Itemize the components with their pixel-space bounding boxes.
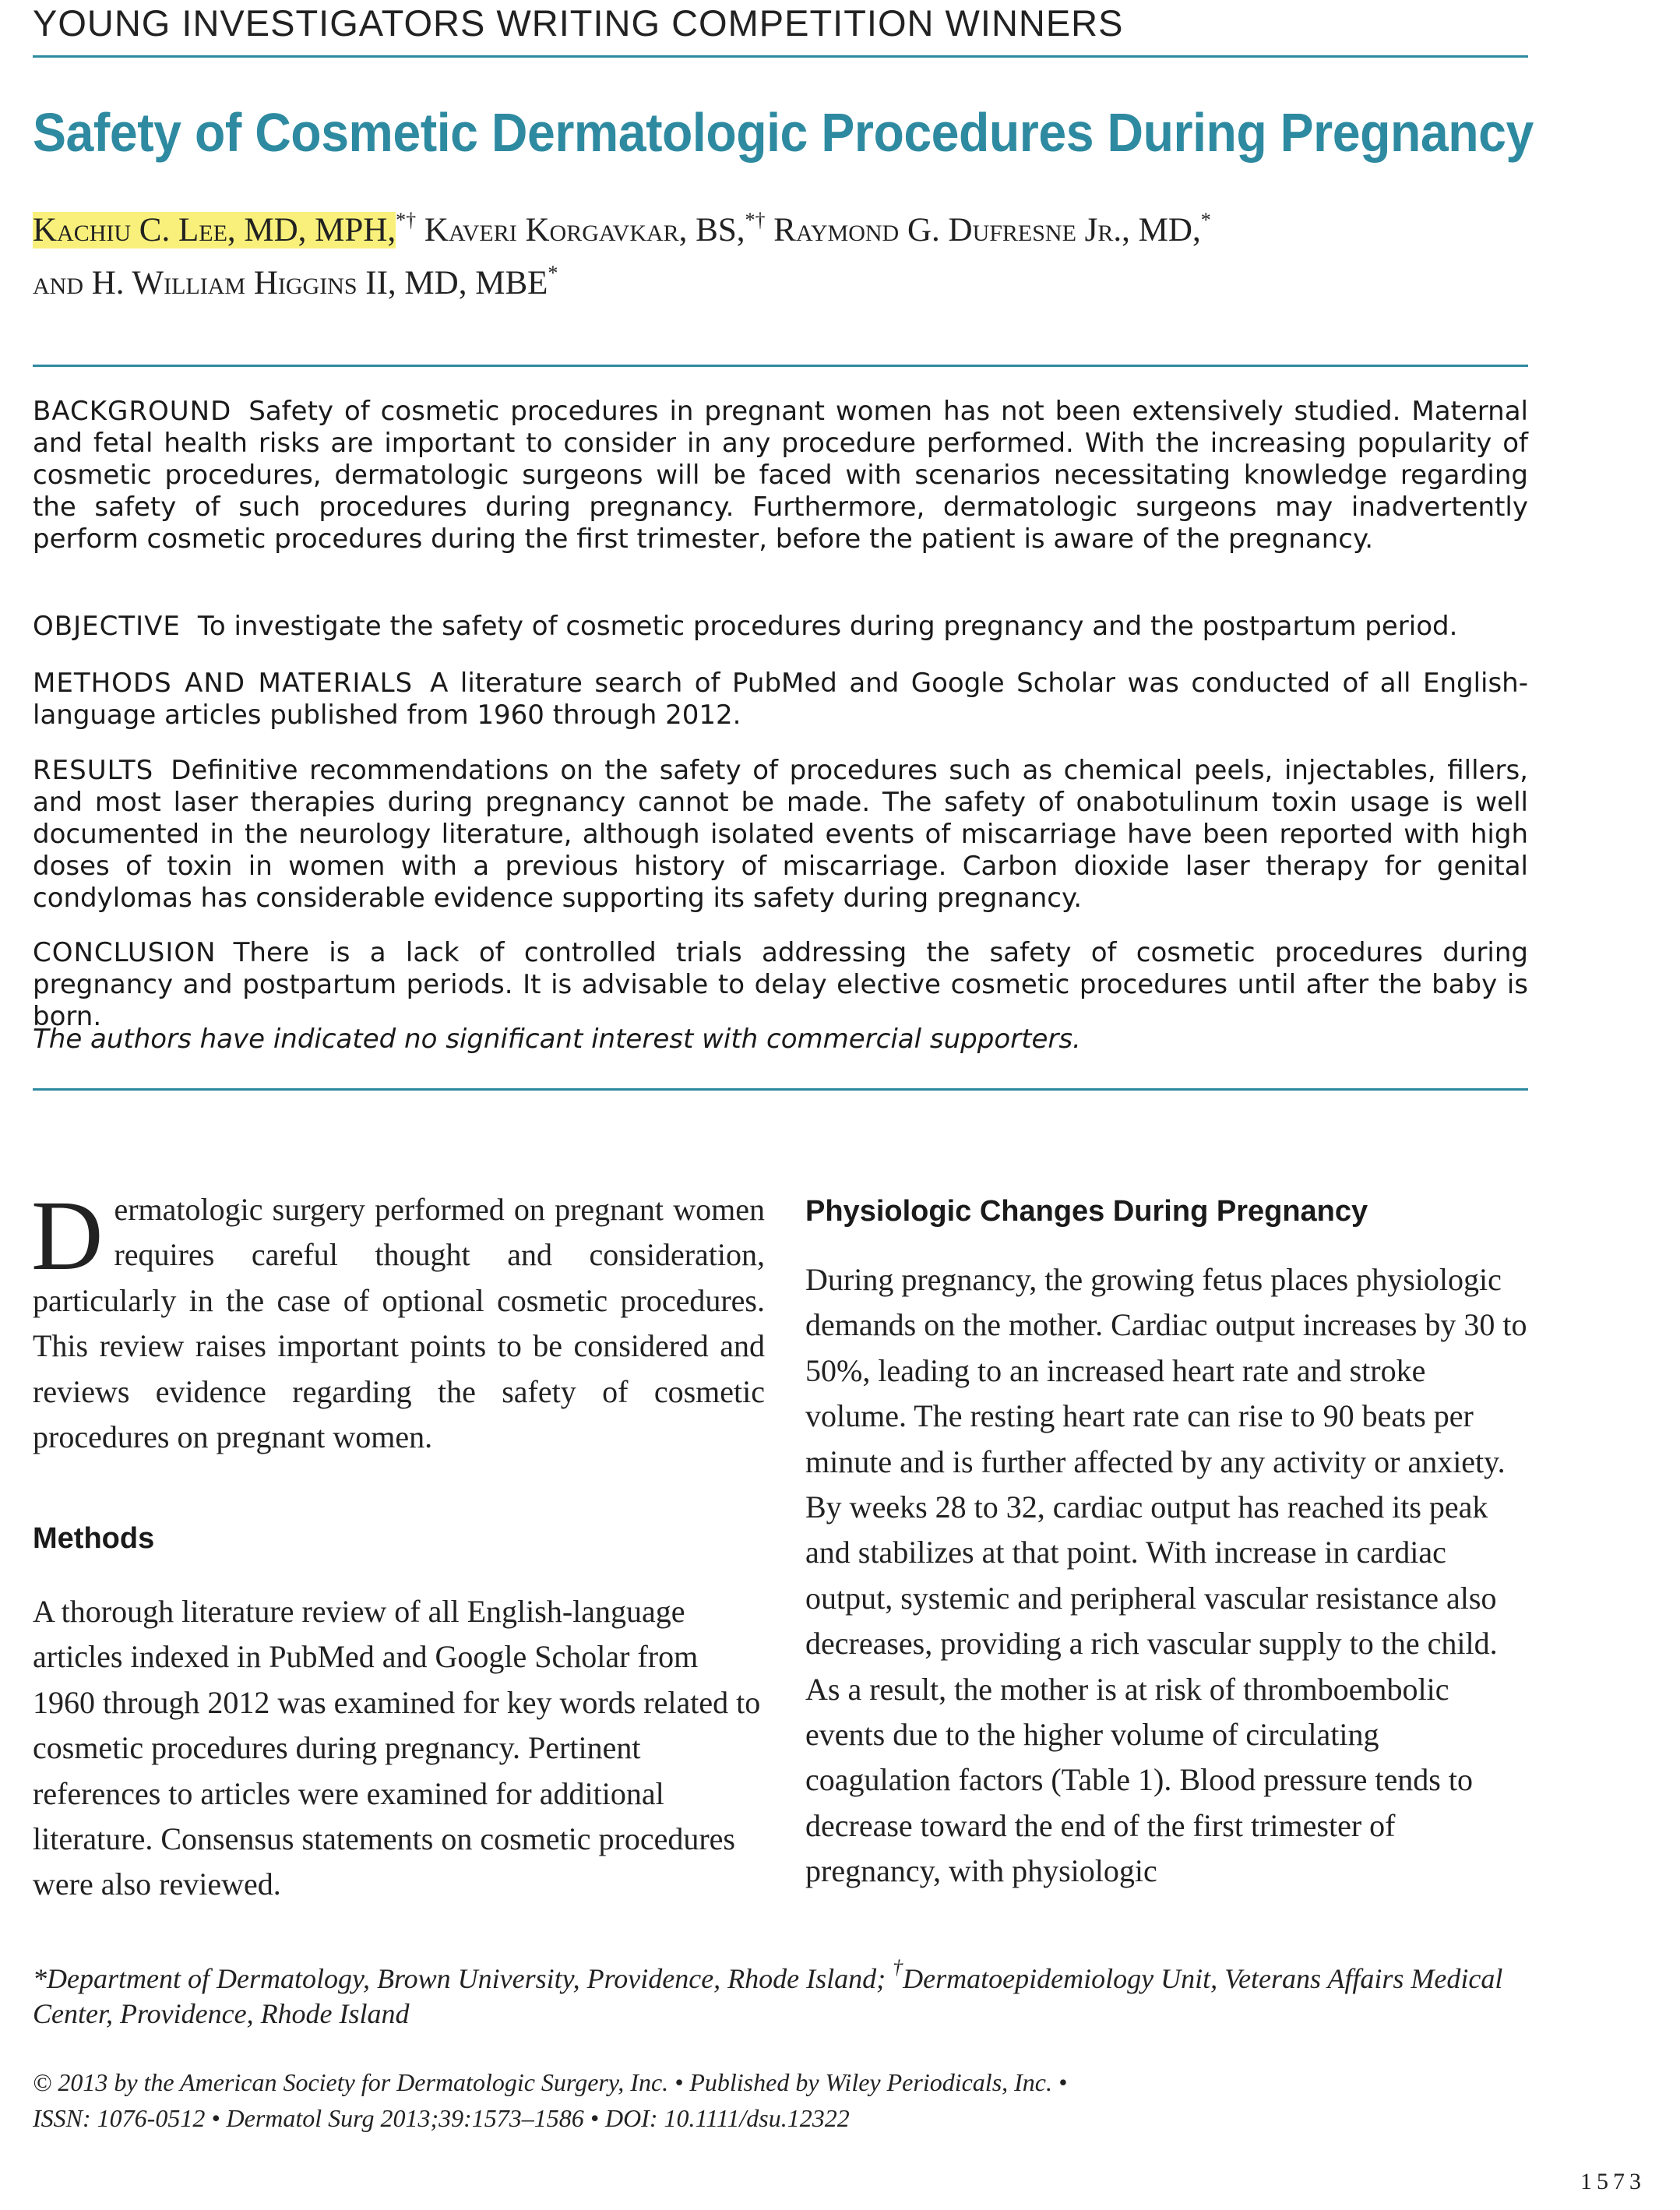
author-affiliation-mark: * [548, 262, 558, 284]
author-name: H. William Higgins II, MD, MBE [91, 265, 548, 301]
abstract-objective [33, 611, 1528, 643]
drop-cap: D [31, 1180, 104, 1291]
abstract-label: RESULTS [33, 755, 154, 786]
author-affiliation-mark: *† [396, 209, 417, 231]
citation-line: ISSN: 1076-0512 • Dermatol Surg 2013;39:1573–1586 • DOI: 10.1111/dsu.12322 [33, 2104, 850, 2132]
disclosure-statement: The authors have indicated no significant interest with commercial supporters. [33, 1024, 1081, 1055]
affiliation-text: Department of Dermatology, Brown University, Providence, Rhode Island; [47, 1963, 886, 1994]
author-conjunction: and [33, 265, 83, 301]
header-rule [33, 55, 1528, 58]
abstract-text: Definitive recommendations on the safety of procedures such as chemical peels, injectables, fillers, and most laser therapies during pregnancy cannot be made. The safety of onabotulinum toxin usage is well documented in the neurology literature, although isolated events of miscarriage have been reported with high doses of toxin in women with a previous history of miscarriage. Carbon dioxide laser therapy for genital condylomas has considerable evidence supporting its safety during pregnancy. [33, 755, 1528, 914]
abstract-text: A literature search of PubMed and Google Scholar was conducted of all English-language articles published from 1960 through 2012. [33, 668, 1528, 731]
abstract-label: OBJECTIVE [33, 611, 181, 642]
abstract-text: There is a lack of controlled trials addressing the safety of cosmetic procedures during pregnancy and postpartum periods. It is advisable to delay elective cosmetic procedures until after the baby is born. [33, 937, 1528, 1032]
abstract-label: CONCLUSION [33, 937, 217, 968]
abstract-conclusion [33, 937, 1528, 1033]
affiliation-mark: † [893, 1956, 903, 1979]
author-name: Raymond G. Dufresne Jr., MD, [773, 212, 1201, 248]
physiologic-changes-heading: Physiologic Changes During Pregnancy [805, 1195, 1368, 1228]
abstract-text: Safety of cosmetic procedures in pregnant women has not been extensively studied. Maternal and fetal health risks are important to consider in any procedure performed. With the increasing popularity of cosmetic procedures, dermatologic surgeons will be faced with scenarios necessitating knowledge regarding the safety of such procedures during pregnancy. Furthermore, dermatologic surgeons may inadvertently perform cosmetic procedures during the first trimester, before the patient is aware of the pregnancy. [33, 396, 1528, 555]
abstract-results [33, 755, 1528, 915]
abstract-text: To investigate the safety of cosmetic procedures during pregnancy and the postpartum period. [197, 611, 1458, 642]
author-affiliation-mark: *† [745, 209, 766, 231]
page-number: 1573 [1580, 2169, 1646, 2194]
abstract-top-rule [33, 365, 1528, 367]
author-name: Kachiu C. Lee, MD, MPH, [33, 212, 396, 248]
methods-paragraph: A thorough literature review of all English-language articles indexed in PubMed and Google Scholar from 1960 through 2012 was examined for key words related to cosmetic procedures during pregnancy. Pertinent references to articles were examined for additional literature. Consensus statements on cosmetic procedures were also reviewed. [33, 1594, 761, 1902]
methods-heading: Methods [33, 1522, 155, 1555]
abstract-bottom-rule [33, 1088, 1528, 1091]
author-list [33, 204, 1513, 310]
affiliation-mark: * [33, 1963, 47, 1994]
section-header: YOUNG INVESTIGATORS WRITING COMPETITION WINNERS [33, 2, 1124, 44]
article-title: Safety of Cosmetic Dermatologic Procedures During Pregnancy [33, 102, 1534, 163]
copyright-line: © 2013 by the American Society for Dermatologic Surgery, Inc. • Published by Wiley Periodicals, Inc. • [33, 2068, 1068, 2096]
abstract-label: BACKGROUND [33, 396, 232, 427]
abstract-background [33, 396, 1528, 555]
affiliation-text: Dermatoepidemiology Unit, Veterans Affairs Medical Center, Providence, Rhode Island [33, 1963, 1503, 2029]
abstract-label: METHODS AND MATERIALS [33, 668, 414, 699]
author-affiliation-mark: * [1200, 209, 1211, 231]
physiologic-changes-paragraph: During pregnancy, the growing fetus places physiologic demands on the mother. Cardiac output increases by 30 to 50%, leading to an increased heart rate and stroke volume. The resting heart rate can rise to 90 beats per minute and is further affected by any activity or anxiety. By weeks 28 to 32, cardiac output has reached its peak and stabilizes at that point. With increase in cardiac output, systemic and peripheral vascular resistance also decreases, providing a rich vascular supply to the child. As a result, the mother is at risk of thromboembolic events due to the higher volume of circulating coagulation factors (Table 1). Blood pressure tends to decrease toward the end of the first trimester of pregnancy, with physiologic [805, 1262, 1527, 1889]
intro-paragraph [31, 1180, 765, 1460]
author-highlight [33, 212, 396, 248]
intro-text: ermatologic surgery performed on pregnant women requires careful thought and consideration, particularly in the case of optional cosmetic procedures. This review raises important points to be considered and reviews evidence regarding the safety of cosmetic procedures on pregnant women. [33, 1192, 765, 1455]
abstract-methods [33, 668, 1528, 731]
author-name: Kaveri Korgavkar, BS, [424, 212, 745, 248]
affiliation-footnote [33, 1956, 1528, 2032]
